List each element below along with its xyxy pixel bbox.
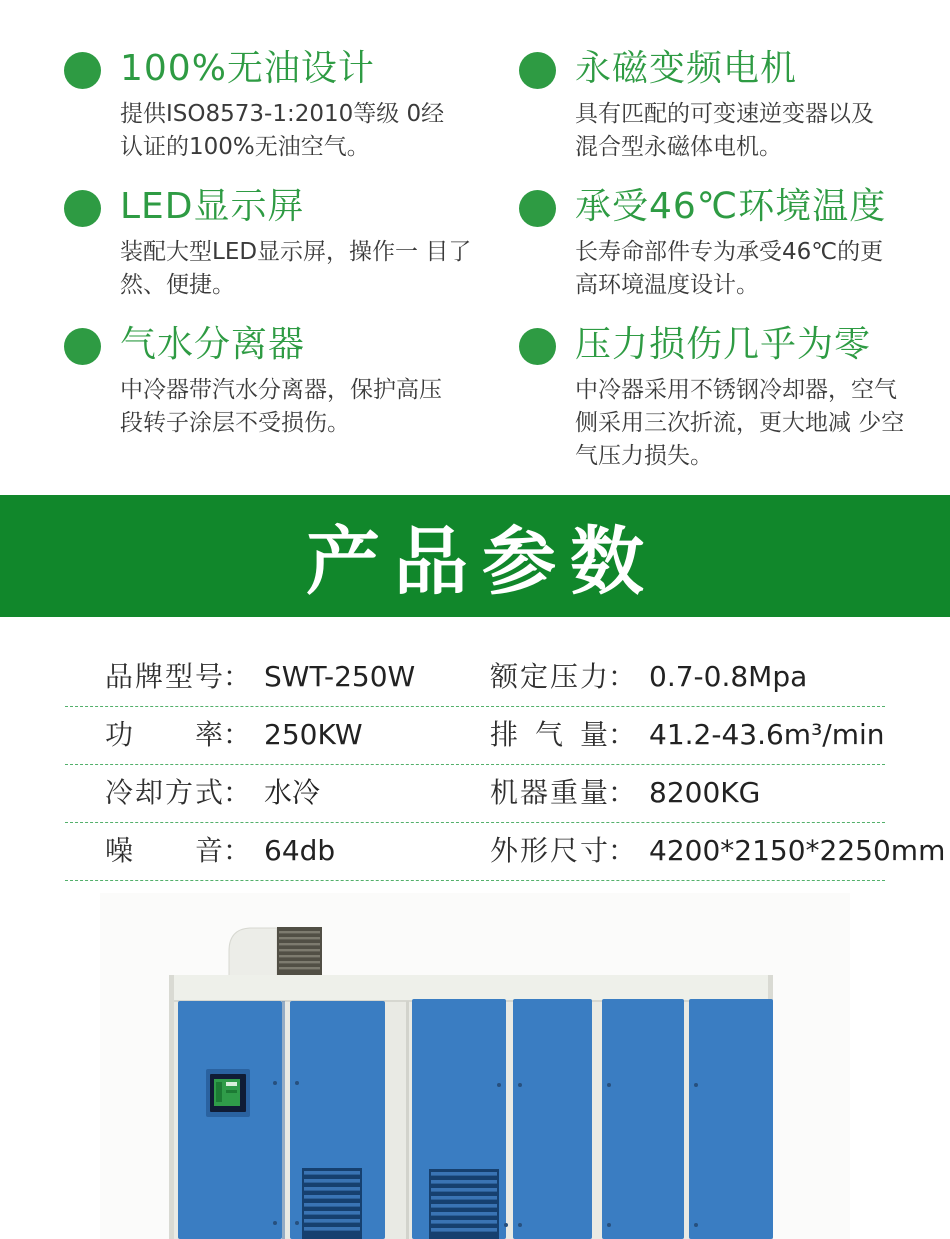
feature-description: 装配大型LED显示屏，操作一 目了 然、便捷。 [120, 239, 472, 298]
spec-row [65, 649, 885, 707]
spec-air-delivery: 排气量： 41.2-43.6m³/min [490, 718, 885, 751]
bullet-dot-icon [64, 52, 101, 89]
spec-brand-model: 品牌型号： SWT-250W [105, 660, 416, 693]
feature-description: 中冷器采用不锈钢冷却器，空气 侧采用三次折流，更大地减 少空 气压力损失。 [575, 377, 905, 469]
bullet-dot-icon [519, 328, 556, 365]
spec-rated-pressure: 额定压力： 0.7-0.8Mpa [490, 660, 808, 693]
exhaust-duct [229, 927, 322, 977]
feature-title: 承受46℃环境温度 [575, 186, 887, 227]
feature-title: 100%无油设计 [120, 48, 375, 89]
feature-description: 中冷器带汽水分离器，保护高压 段转子涂层不受损伤。 [120, 377, 442, 436]
bullet-dot-icon [64, 328, 101, 365]
feature-zero-pressure-loss [475, 324, 950, 473]
spec-row [65, 707, 885, 765]
air-compressor-illustration [100, 893, 850, 1239]
feature-title: 永磁变频电机 [575, 48, 798, 89]
spec-row [65, 823, 946, 881]
feature-led-display [0, 186, 475, 302]
led-control-screen-icon [206, 1069, 250, 1117]
feature-ambient-temp [475, 186, 950, 302]
spec-cooling-method: 冷却方式： 水冷 [105, 776, 321, 809]
feature-list [0, 0, 950, 495]
spec-noise: 噪音： 64db [105, 834, 336, 867]
side-vent-icon [429, 1169, 499, 1239]
feature-title: 压力损伤几乎为零 [575, 324, 872, 365]
spec-dimensions: 外形尺寸： 4200*2150*2250mm [490, 834, 946, 867]
feature-pm-motor [475, 48, 950, 164]
bullet-dot-icon [64, 190, 101, 227]
feature-description: 具有匹配的可变速逆变器以及 混合型永磁体电机。 [575, 101, 874, 160]
duct-grille-icon [277, 927, 322, 977]
bullet-dot-icon [519, 190, 556, 227]
feature-title: 气水分离器 [120, 324, 306, 365]
bullet-dot-icon [519, 52, 556, 89]
feature-title: LED显示屏 [120, 186, 305, 227]
feature-description: 长寿命部件专为承受46℃的更 高环境温度设计。 [575, 239, 884, 298]
spec-table [65, 649, 946, 881]
section-banner [0, 495, 950, 617]
spec-row [65, 765, 885, 823]
feature-description: 提供ISO8573-1:2010等级 0经 认证的100%无油空气。 [120, 101, 445, 160]
spec-machine-weight: 机器重量： 8200KG [490, 776, 761, 809]
section-banner-title: 产品参数 [306, 519, 658, 605]
product-photo [100, 893, 850, 1239]
feature-oil-free [0, 48, 475, 164]
front-vent-icon [302, 1168, 362, 1239]
spec-power: 功率： 250KW [105, 718, 363, 751]
feature-water-separator [0, 324, 475, 473]
